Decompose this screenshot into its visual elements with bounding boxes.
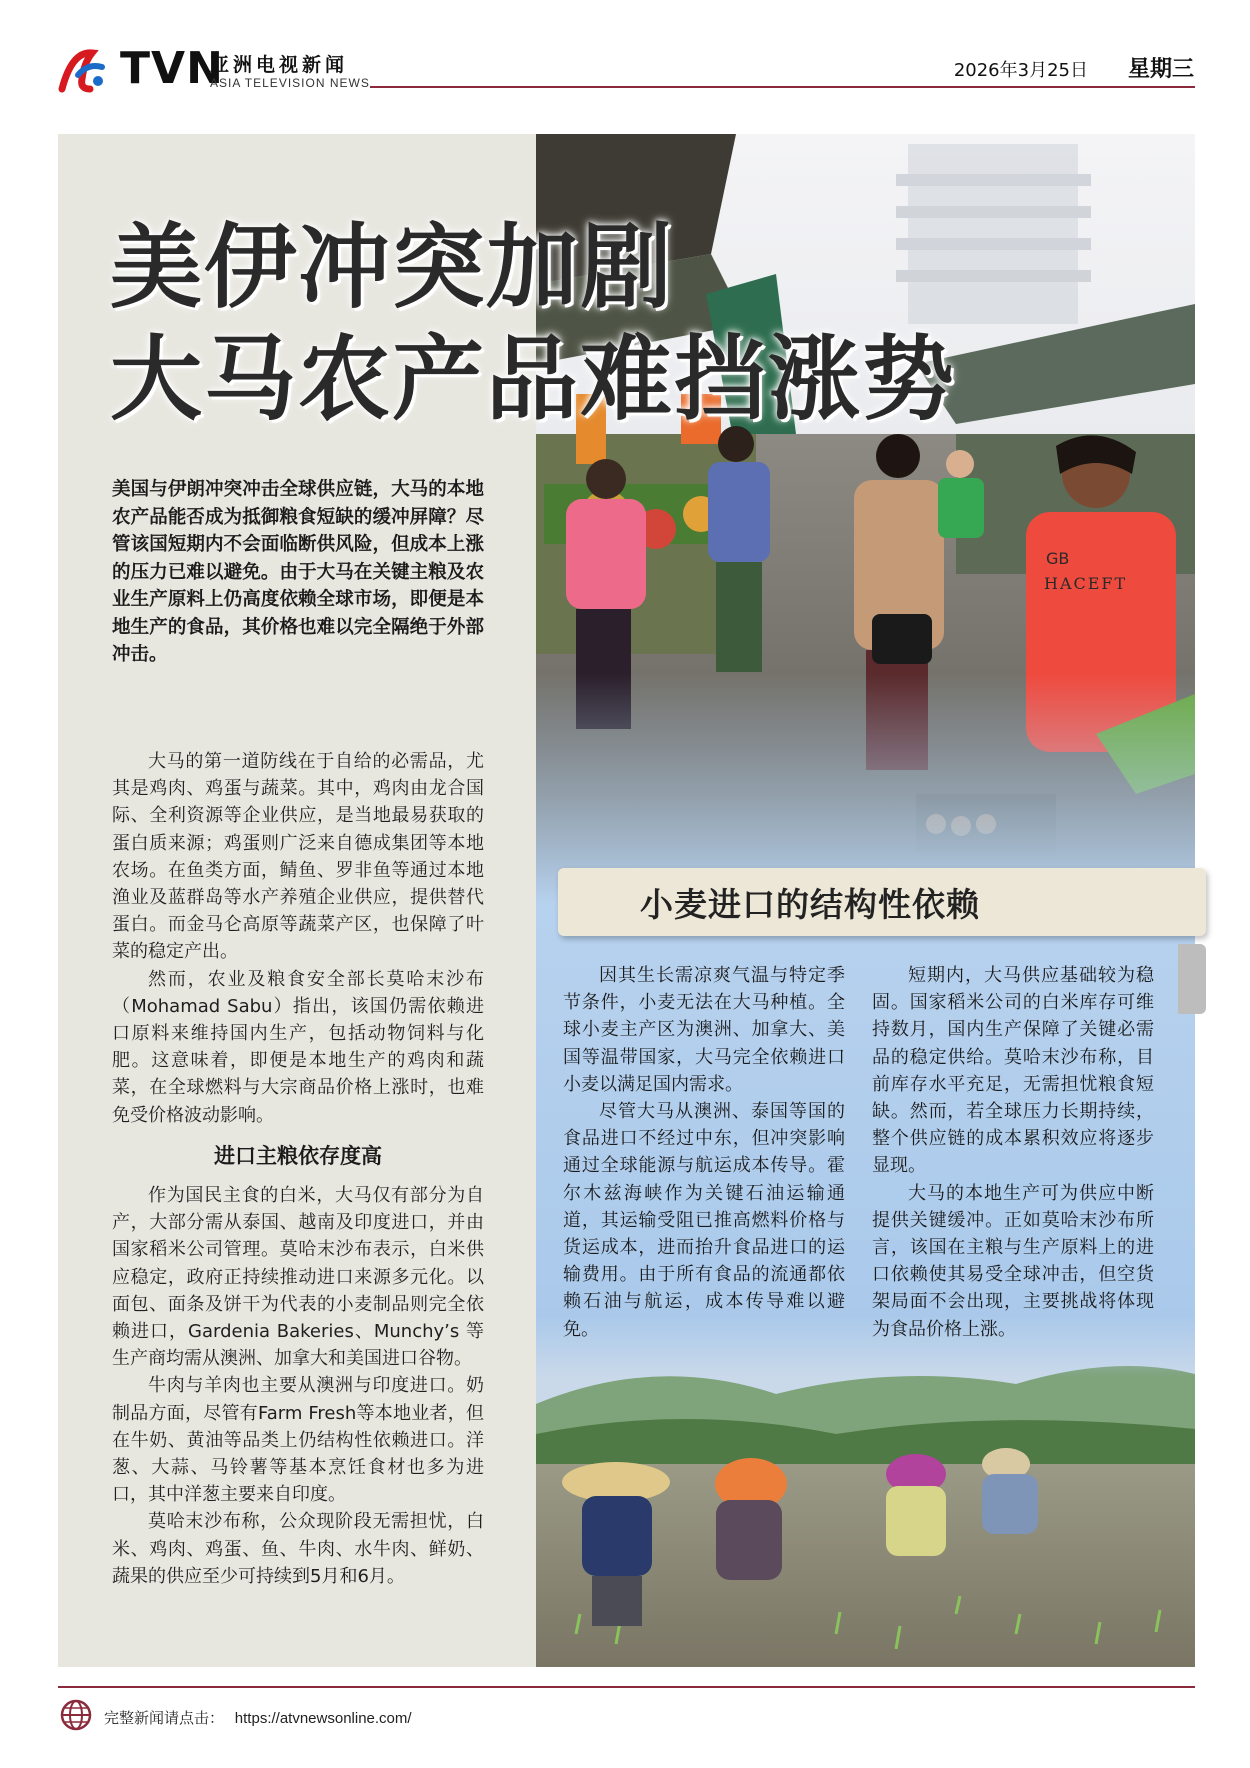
brand-name-english: ASIA TELEVISION NEWS [210, 76, 370, 90]
left-body-section-1 [112, 748, 484, 1129]
paragraph: 短期内，大马供应基础较为稳固。国家稻米公司的白米库存可维持数月，国内生产保障了关键必需品的稳定供给。莫哈末沙布称，目前库存水平充足，无需担忧粮食短缺。然而，若全球压力长期持续，整个供应链的成本累积效应将逐步显现。 [872, 965, 1154, 1177]
issue-date: 2026年3月25日 [953, 60, 1088, 81]
footer-divider [58, 1686, 1195, 1688]
headline-line-1: 美伊冲突加剧 [110, 214, 675, 321]
rice-field-photo [536, 1314, 1195, 1667]
brand-name-chinese: 亚洲电视新闻 [210, 54, 349, 76]
atvn-logo[interactable] [58, 44, 224, 94]
paragraph: 莫哈末沙布称，公众现阶段无需担忧，白米、鸡肉、鸡蛋、鱼、牛肉、水牛肉、鲜奶、蔬果的供应至少可持续到5月和6月。 [112, 1511, 484, 1587]
logo-text: TVN [120, 43, 224, 94]
issue-weekday: 星期三 [1127, 57, 1194, 82]
middle-text-column [563, 962, 845, 1343]
headline-line-2: 大马农产品难挡涨势 [110, 326, 957, 433]
section-title: 小麦进口的结构性依赖 [640, 884, 980, 924]
footer-link-row [104, 1707, 412, 1728]
header-divider [370, 86, 1195, 88]
paragraph: 然而，农业及粮食安全部长莫哈末沙布（Mohamad Sabu）指出，该国仍需依赖进口原料来维持国内生产，包括动物饲料与化肥。这意味着，即便是本地生产的鸡肉和蔬菜，在全球燃料与大宗商品价格上涨时，也难免受价格波动影响。 [112, 968, 484, 1126]
side-tab-decoration [1178, 944, 1206, 1014]
paragraph: 尽管大马从澳洲、泰国等国的食品进口不经过中东，但冲突影响通过全球能源与航运成本传导。霍尔木兹海峡作为关键石油运输通道，其运输受阻已推高燃料价格与货运成本，进而抬升食品进口的运输费用。由于所有食品的流通都依赖石油与航运，成本传导难以避免。 [563, 1101, 845, 1340]
rice-planting-scene-image [536, 1314, 1195, 1667]
footer-label: 完整新闻请点击： [104, 1709, 225, 1727]
paragraph: 因其生长需凉爽气温与特定季节条件，小麦无法在大马种植。全球小麦主产区为澳洲、加拿大、美国等温带国家，大马完全依赖进口小麦以满足国内需求。 [563, 965, 845, 1095]
footer-url-link[interactable]: https://atvnewsonline.com/ [234, 1710, 412, 1727]
globe-news-icon [58, 1698, 94, 1732]
article-headline [110, 212, 1110, 436]
paragraph: 大马的第一道防线在于自给的必需品，尤其是鸡肉、鸡蛋与蔬菜。其中，鸡肉由龙合国际、全利资源等企业供应，是当地最易获取的蛋白质来源；鸡蛋则广泛来自德成集团等本地农场。在鱼类方面，鲭鱼、罗非鱼等通过本地渔业及蓝群岛等水产养殖企业供应，提供替代蛋白。而金马仑高原等蔬菜产区，也保障了叶菜的稳定产出。 [112, 751, 484, 963]
article-lead: 美国与伊朗冲突冲击全球供应链，大马的本地农产品能否成为抵御粮食短缺的缓冲屏障？尽管该国短期内不会面临断供风险，但成本上涨的压力已难以避免。由于大马在关键主粮及农业生产原料上仍高度依赖全球市场，即便是本地生产的食品，其价格也难以完全隔绝于外部冲击。 [112, 479, 484, 665]
section-title-bar [558, 868, 1206, 936]
paragraph: 牛肉与羊肉也主要从澳洲与印度进口。奶制品方面，尽管有Farm Fresh等本地业者，但在牛奶、黄油等品类上仍结构性依赖进口。洋葱、大蒜、马铃薯等基本烹饪食材也多为进口，其中洋葱主要来自印度。 [112, 1375, 484, 1506]
right-text-column [872, 962, 1154, 1343]
paragraph: 作为国民主食的白米，大马仅有部分为自产，大部分需从泰国、越南及印度进口，并由国家稻米公司管理。莫哈末沙布表示，白米供应稳定，政府正持续推动进口来源多元化。以面包、面条及饼干为代表的小麦制品则完全依赖进口，Gardenia Bakeries、Munchy’s 等生产商均需从澳洲、加拿大和美国进口谷物。 [112, 1185, 484, 1370]
subheading-imports: 进口主粮依存度高 [214, 1144, 382, 1168]
paragraph: 大马的本地生产可为供应中断提供关键缓冲。正如莫哈末沙布所言，该国在主粮与生产原料上的进口依赖使其易受全球冲击，但空货架局面不会出现，主要挑战将体现为食品价格上涨。 [872, 1182, 1154, 1340]
atvn-logo-mark-icon [58, 45, 120, 93]
page-header [0, 0, 1250, 110]
left-body-section-2 [112, 1182, 484, 1590]
